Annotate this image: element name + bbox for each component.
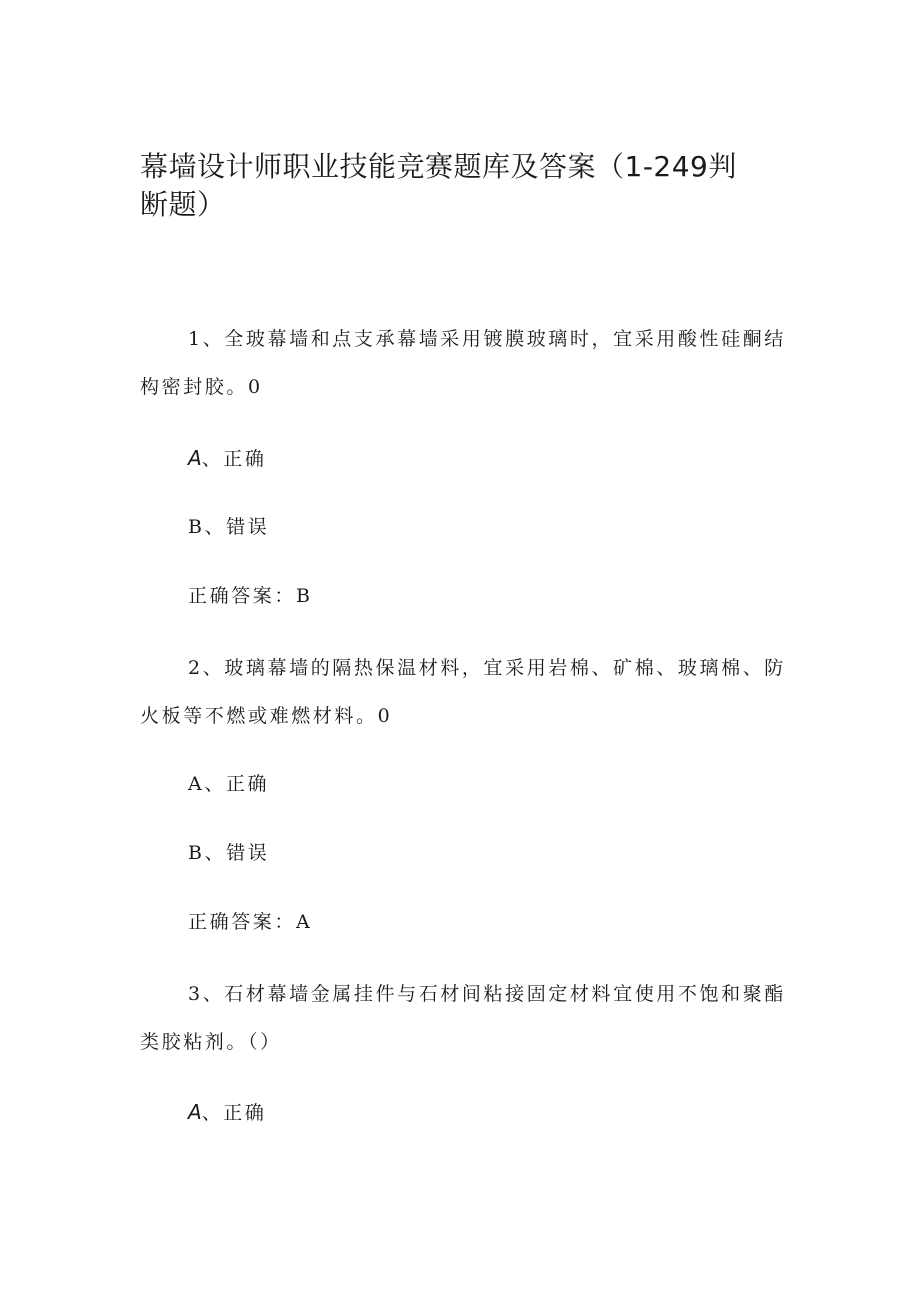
- question-2-option-a: A、正确: [188, 773, 270, 795]
- option-letter: A: [188, 1100, 202, 1124]
- question-1-option-a: [188, 446, 267, 471]
- question-2-option-b: B、错误: [188, 842, 270, 864]
- question-1-answer: 正确答案：B: [188, 585, 313, 607]
- question-1-text: 1、全玻幕墙和点支承幕墙采用镀膜玻璃时，宜采用酸性硅酮结构密封胶。0: [140, 328, 786, 398]
- question-2-answer: 正确答案：A: [188, 911, 313, 933]
- question-2-text: 2、玻璃幕墙的隔热保温材料，宜采用岩棉、矿棉、玻璃棉、防火板等不燃或难燃材料。0: [140, 657, 786, 727]
- question-3-option-a: [188, 1100, 267, 1125]
- question-3-text: 3、石材幕墙金属挂件与石材间粘接固定材料宜使用不饱和聚酯类胶粘剂。（）: [140, 983, 786, 1053]
- option-label: 、正确: [201, 448, 267, 470]
- option-letter: A: [188, 446, 202, 470]
- question-1-option-b: B、错误: [188, 516, 270, 538]
- option-label: 、正确: [201, 1102, 267, 1124]
- page-title: 幕墙设计师职业技能竞赛题库及答案（1-249判断题）: [140, 150, 737, 221]
